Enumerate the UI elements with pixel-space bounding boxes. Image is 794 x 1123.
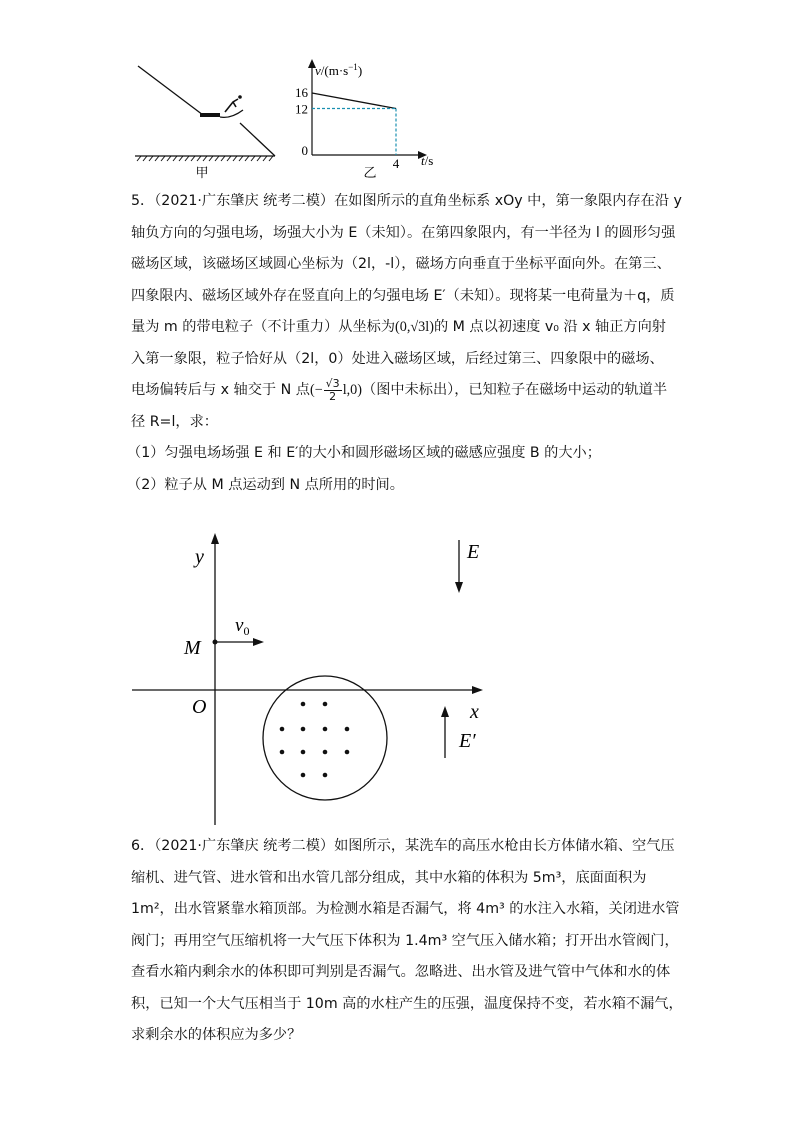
q5-line-2: 轴负方向的匀强电场，场强大小为 E（未知）。在第四象限内，有一半径为 l 的圆形匀强 xyxy=(131,224,676,241)
magnetic-field-dots xyxy=(280,702,350,778)
q5-line-6: 入第一象限，粒子恰好从（2l，0）处进入磁场区域，后经过第三、四象限中的磁场、 xyxy=(131,350,664,367)
q6-line-2: 缩机、进气管、进水管和出水管几部分组成，其中水箱的体积为 5m³，底面面积为 xyxy=(131,869,647,886)
slope-line xyxy=(138,66,203,115)
origin-label: O xyxy=(192,696,207,718)
skier-figure xyxy=(225,99,238,112)
slope-diagram xyxy=(135,66,275,180)
y-axis-arrow xyxy=(211,533,219,544)
skier-head xyxy=(238,95,242,99)
tick-label-4: 4 xyxy=(392,156,400,171)
tick-label-16: 16 xyxy=(295,85,308,100)
x-axis-arrow xyxy=(472,686,483,694)
q6-line-4: 阀门；再用空气压缩机将一大气压下体积为 1.4m³ 空气压入储水箱；打开出水管阀门， xyxy=(131,932,679,949)
q6-line-3: 1m²，出水管紧靠水箱顶部。为检测水箱是否漏气，将 4m³ 的水注入水箱，关闭进水管 xyxy=(131,901,680,917)
e-prime-label: E′ xyxy=(459,730,476,752)
t-axis-label: t/s xyxy=(421,153,434,168)
data-line-0 xyxy=(312,93,396,109)
q5-line-7: 电场偏转后与 x 轴交于 N 点(− $\frac{√3}{2}$ l,0)（图中未标出），已知粒子在磁场中运动的轨道半 xyxy=(131,376,668,403)
vt-graph xyxy=(295,59,433,180)
y-axis-label: y xyxy=(195,546,204,568)
e-field-arrow-head xyxy=(455,582,463,593)
lower-slope-line xyxy=(240,123,275,156)
question-5 xyxy=(127,186,691,501)
v-axis-label: $v/(m\cdot s^{-1})$ xyxy=(315,62,363,78)
question-6 xyxy=(131,831,691,1052)
figure-top xyxy=(125,55,455,185)
jump-ramp xyxy=(220,110,243,117)
q6-line-6: 积，已知一个大气压相当于 10m 高的水柱产生的压强，温度保持不变，若水箱不漏气， xyxy=(131,995,683,1012)
q5-line-8: 径 R=l，求： xyxy=(131,413,218,430)
q6-line-7: 求剩余水的体积应为多少？ xyxy=(131,1027,302,1043)
q5-line-1: 5．（2021·广东肇庆 统考二模）在如图所示的直角坐标系 xOy 中，第一象限内存在沿 y xyxy=(131,193,682,209)
e-field-label: E xyxy=(467,541,480,563)
q5-part-2: （2）粒子从 M 点运动到 N 点所用的时间。 xyxy=(127,476,404,493)
magnetic-field-region xyxy=(263,676,387,800)
fraction-sqrt3-over-2: $\frac{√3}{2}$ xyxy=(325,376,340,403)
e-prime-arrow-head xyxy=(441,706,449,717)
q5-line-4: 四象限内、磁场区域外存在竖直向上的匀强电场 E′（未知）。现将某一电荷量为＋q，质 xyxy=(131,287,675,304)
q6-line-1: 6．（2021·广东肇庆 统考二模）如图所示，某洗车的高压水枪由长方体储水箱、空气压 xyxy=(131,838,675,854)
tick-label-12: 12 xyxy=(295,101,308,117)
v0-label: $v_0$ xyxy=(235,615,250,638)
q5-part-1: （1）匀强电场场强 E 和 E′的大小和圆形磁场区域的磁感应强度 B 的大小； xyxy=(127,445,601,461)
slider-block xyxy=(200,113,220,117)
figure-coordinate xyxy=(125,530,505,830)
caption-jia: 甲 xyxy=(195,165,209,180)
q5-line-3: 磁场区域，该磁场区域圆心坐标为（2l，-l），磁场方向垂直于坐标平面向外。在第三、 xyxy=(131,256,671,272)
v0-arrow-head xyxy=(253,638,264,646)
x-axis-label: x xyxy=(470,701,479,723)
q6-line-5: 查看水箱内剩余水的体积即可判别是否漏气。忽略进、出水管及进气管中气体和水的体 xyxy=(131,964,671,980)
point-m-label: M xyxy=(184,637,201,659)
q5-line-5: 量为 m 的带电粒子（不计重力）从坐标为(0,√3l)的 M 点以初速度 v₀ 沿 x 轴正方向射 xyxy=(131,319,666,335)
ground-hatching xyxy=(137,156,273,161)
tick-label-0: 0 xyxy=(301,143,308,158)
caption-yi: 乙 xyxy=(363,165,377,180)
